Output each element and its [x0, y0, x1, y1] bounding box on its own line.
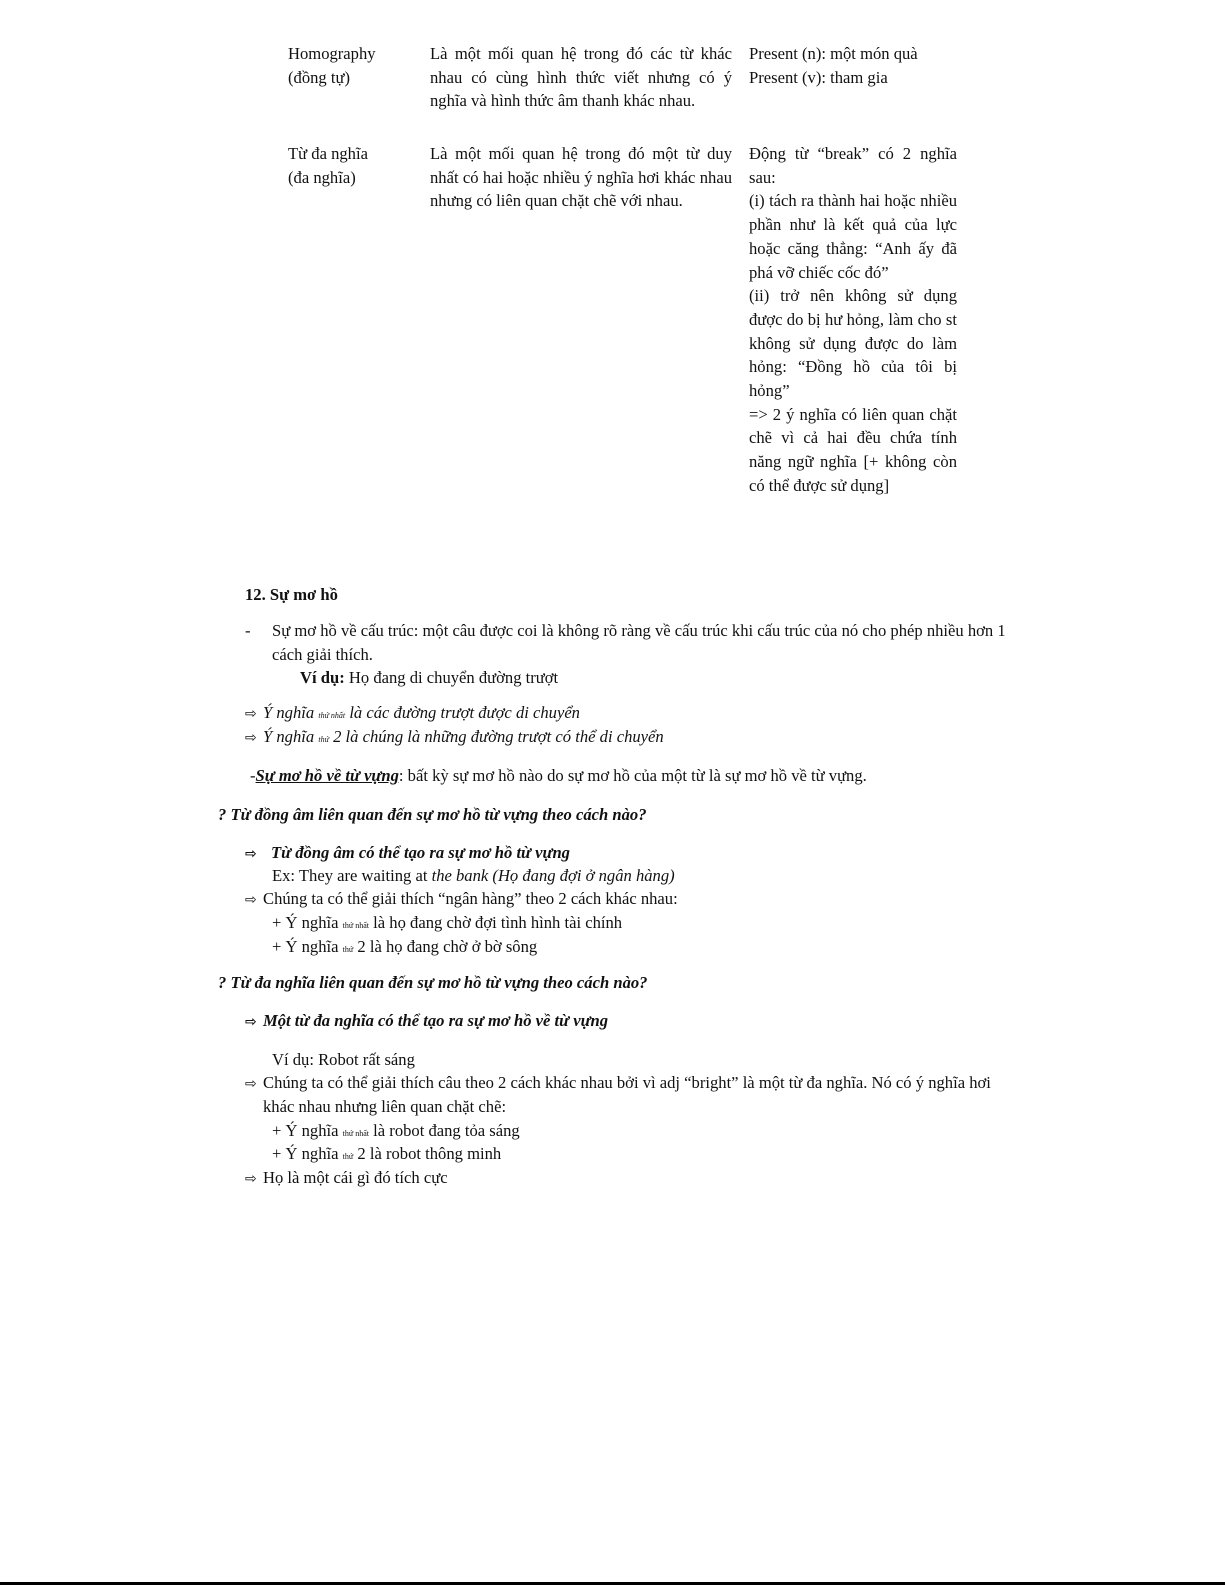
example-line: Present (v): tham gia	[749, 67, 888, 87]
example-line: (i) tách ra thành hai hoặc nhiều phần như là kết quả của lực hoặc căng thẳng: “Anh ấy đã phá vỡ chiếc cốc đó”	[749, 191, 957, 282]
definition-text: Là một mối quan hệ trong đó một từ duy nhất có hai hoặc nhiều ý nghĩa hơi khác nhau nhưng có liên quan chặt chẽ với nhau.	[430, 144, 732, 211]
arrow-right-icon: ⇨	[245, 1076, 257, 1092]
homonym-interpret	[245, 887, 678, 913]
homonym-ex-prefix: Ex: They are waiting at	[272, 866, 432, 885]
meaning-post: là các đường trượt được di chuyển	[349, 703, 580, 722]
meaning-ordinal: thứ nhất	[342, 921, 370, 930]
homonym-question: ? Từ đồng âm liên quan đến sự mơ hồ từ vựng theo cách nào?	[218, 805, 647, 824]
meaning-post: 2 là họ đang chờ ở bờ sông	[357, 937, 538, 956]
meaning-pre: + Ý nghĩa	[272, 1144, 339, 1163]
polysemy-conclusion	[245, 1166, 448, 1192]
meaning-post: là robot đang tỏa sáng	[373, 1121, 520, 1140]
polysemy-answer	[245, 1009, 608, 1035]
meaning-ordinal: thứ	[318, 735, 329, 744]
definition-text: Là một mối quan hệ trong đó các từ khác nhau có cùng hình thức viết nhưng có ý nghĩa và hình thức âm thanh khác nhau.	[430, 44, 732, 111]
meaning-ordinal: thứ nhất	[318, 711, 346, 720]
table-row-2-term	[288, 142, 406, 189]
polysemy-question: ? Từ đa nghĩa liên quan đến sự mơ hồ từ vựng theo cách nào?	[218, 973, 648, 992]
homonym-ex-italic: the bank (Họ đang đợi ở ngân hàng)	[431, 866, 675, 885]
arrow-right-icon: ⇨	[245, 1171, 257, 1187]
polysemy-interpret: Chúng ta có thể giải thích câu theo 2 cách khác nhau bởi vì adj “bright” là một từ đa nghĩa. Nó có ý nghĩa hơi khác nhau nhưng liên quan chặt chẽ:	[263, 1073, 991, 1116]
meaning-pre: + Ý nghĩa	[272, 1121, 339, 1140]
term-line: Homography	[288, 44, 376, 63]
meaning-line-1	[245, 701, 580, 728]
example-label: Ví dụ:	[300, 668, 345, 687]
meaning-ordinal: thứ	[342, 1152, 354, 1161]
homonym-meaning-2	[272, 935, 537, 962]
lexical-label: Sự mơ hồ về từ vựng	[255, 766, 399, 785]
meaning-line-2	[245, 725, 664, 752]
term-line: (đồng tự)	[288, 67, 350, 87]
polysemy-meaning-2	[272, 1142, 501, 1169]
arrow-right-icon: ⇨	[245, 730, 257, 746]
example-text: Họ đang di chuyển đường trượt	[348, 668, 559, 687]
bullet-dash: -	[245, 621, 251, 640]
meaning-pre: + Ý nghĩa	[272, 937, 339, 956]
meaning-pre: Ý nghĩa	[263, 703, 315, 722]
example-line	[300, 666, 558, 690]
meaning-pre: + Ý nghĩa	[272, 913, 339, 932]
structural-ambiguity-text: Sự mơ hồ về cấu trúc: một câu được coi là không rõ ràng về cấu trúc khi cấu trúc của nó cho phép nhiều hơn 1 cách giải thích.	[272, 621, 1006, 664]
table-row-1-example	[749, 42, 957, 89]
example-line: Động từ “break” có 2 nghĩa sau:	[749, 144, 957, 187]
arrow-right-icon: ⇨	[245, 1014, 257, 1030]
meaning-post: 2 là chúng là những đường trượt có thể di chuyển	[333, 727, 664, 746]
lexical-ambiguity-line	[250, 764, 867, 788]
lexical-prefix: -	[250, 766, 256, 785]
term-line: (đa nghĩa)	[288, 167, 356, 187]
meaning-post: là họ đang chờ đợi tình hình tài chính	[373, 913, 623, 932]
term-line: Từ đa nghĩa	[288, 144, 368, 163]
section-heading: 12. Sự mơ hồ	[245, 585, 338, 604]
homonym-example	[272, 864, 675, 888]
example-line: (ii) trở nên không sử dụng được do bị hư hỏng, làm cho st không sử dụng được do làm hỏng: “Đồng hồ của tôi bị hỏng”	[749, 286, 957, 401]
polysemy-example: Ví dụ: Robot rất sáng	[272, 1050, 415, 1069]
arrow-right-icon: ⇨	[245, 706, 257, 722]
homonym-interpret-text: Chúng ta có thể giải thích “ngân hàng” theo 2 cách khác nhau:	[263, 889, 678, 908]
table-row-2-definition	[430, 142, 732, 213]
homonym-answer	[245, 841, 570, 867]
table-row-1-term	[288, 42, 406, 89]
table-row-2-example	[749, 142, 957, 498]
arrow-right-icon: ⇨	[245, 892, 257, 908]
meaning-ordinal: thứ	[342, 945, 354, 954]
example-line: => 2 ý nghĩa có liên quan chặt chẽ vì cả hai đều chứa tính năng ngữ nghĩa [+ không còn có thể được sử dụng]	[749, 404, 957, 495]
polysemy-answer-text: Một từ đa nghĩa có thể tạo ra sự mơ hồ về từ vựng	[263, 1011, 609, 1030]
lexical-text: : bất kỳ sự mơ hồ nào do sự mơ hồ của một từ là sự mơ hồ về từ vựng.	[398, 766, 867, 785]
meaning-pre: Ý nghĩa	[263, 727, 315, 746]
polysemy-conclusion-text: Họ là một cái gì đó tích cực	[263, 1168, 448, 1187]
arrow-right-icon: ⇨	[245, 846, 257, 862]
table-row-1-definition	[430, 42, 732, 113]
homonym-meaning-1	[272, 911, 622, 938]
homonym-answer-text: Từ đồng âm có thể tạo ra sự mơ hồ từ vựng	[271, 843, 570, 862]
example-line: Present (n): một món quà	[749, 44, 918, 63]
meaning-post: 2 là robot thông minh	[357, 1144, 502, 1163]
meaning-ordinal: thứ nhất	[342, 1129, 370, 1138]
